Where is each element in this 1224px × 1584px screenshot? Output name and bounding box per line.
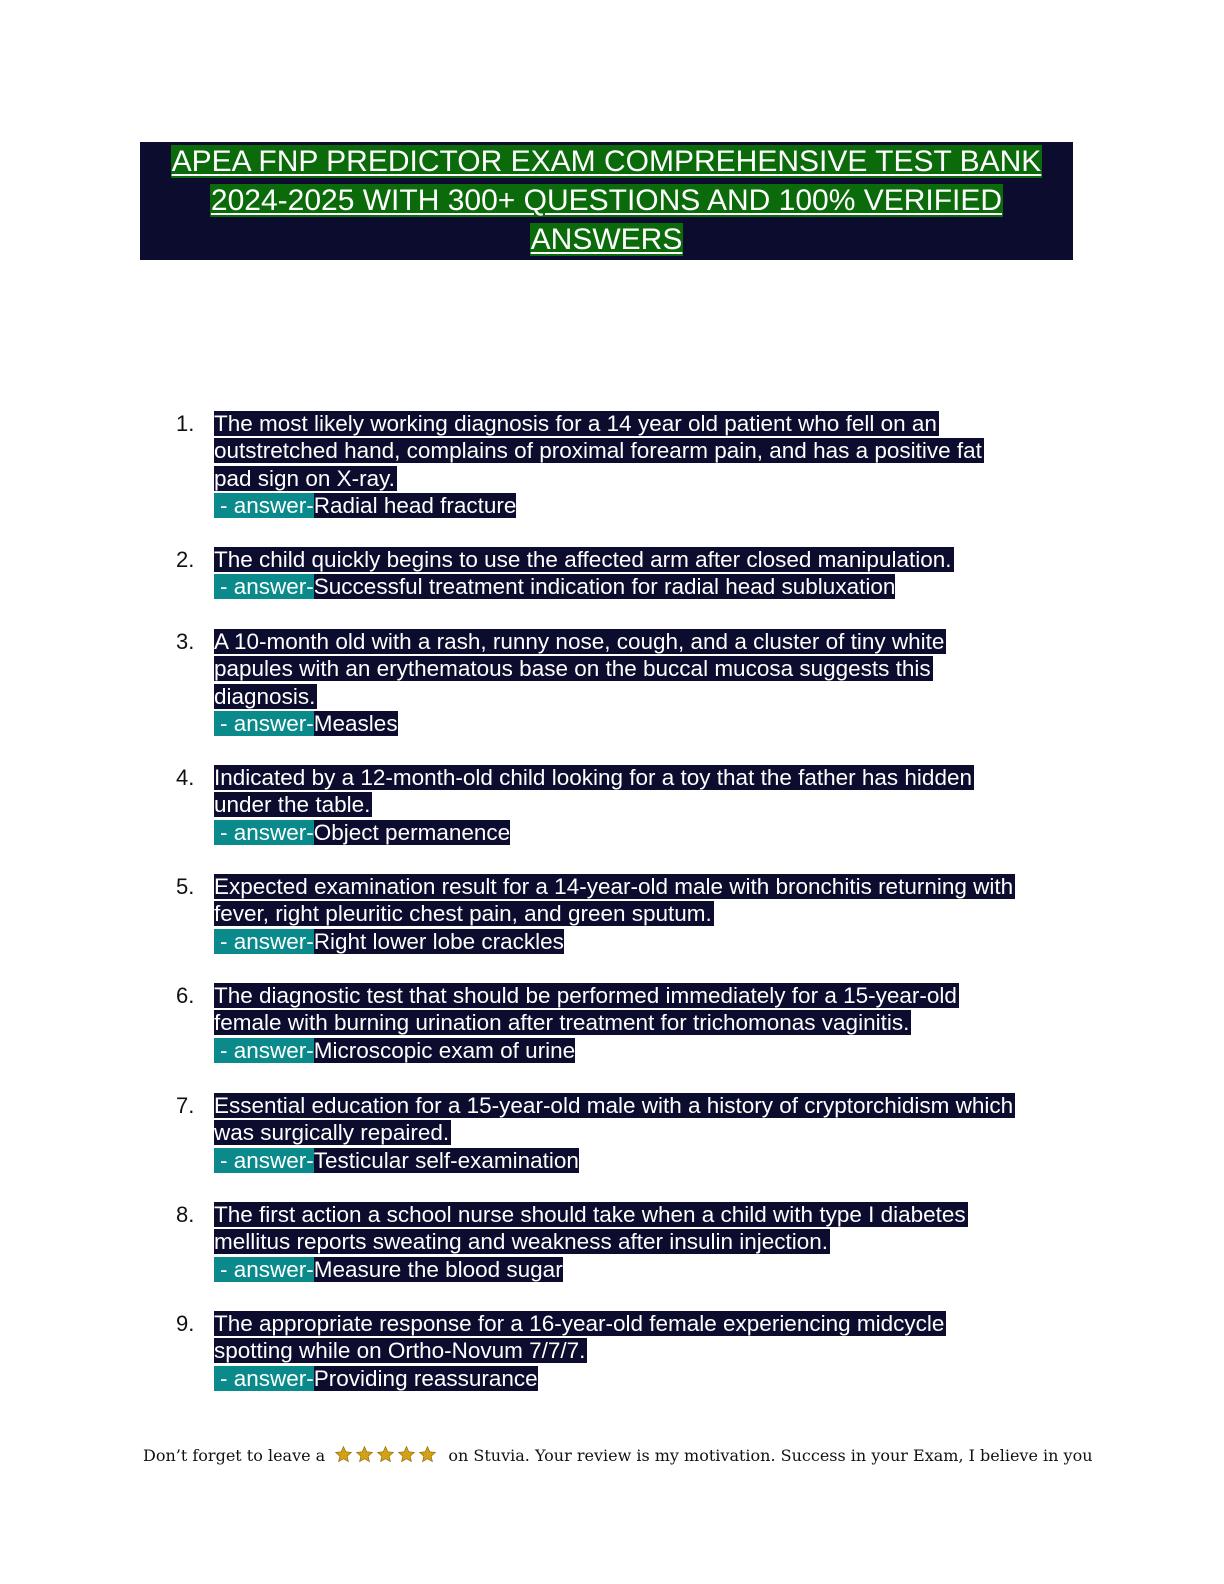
answer-text: Measles — [313, 710, 398, 736]
answer-line — [214, 1147, 1074, 1174]
question-text: Expected examination result for a 14-year-old male with bronchitis returning with — [214, 874, 1014, 899]
question-line — [214, 900, 1074, 927]
footer-text-before: Don’t forget to leave a — [143, 1446, 326, 1465]
question-line — [214, 764, 1074, 791]
answer-text: Providing reassurance — [313, 1365, 538, 1391]
item-body — [214, 1201, 1074, 1283]
question-line — [214, 1201, 1074, 1228]
question-line — [214, 1228, 1074, 1255]
question-line — [214, 465, 1074, 492]
title-line-3: ANSWERS — [530, 223, 683, 256]
star-icon — [376, 1445, 395, 1464]
question-text: The most likely working diagnosis for a 14 year old patient who fell on an — [214, 411, 937, 436]
footer-text-after: on Stuvia. Your review is my motivation. Success in your Exam, I believe in you — [448, 1446, 1093, 1465]
question-text: spotting while on Ortho-Novum 7/7/7. — [214, 1338, 586, 1364]
item-body — [214, 410, 1074, 519]
answer-text: Radial head fracture — [313, 492, 517, 518]
answer-prefix: - answer- — [214, 1257, 314, 1282]
answer-text: Object permanence — [313, 819, 511, 845]
answer-line — [214, 1256, 1074, 1283]
question-line — [214, 1337, 1074, 1364]
question-line — [214, 683, 1074, 710]
question-line — [214, 1310, 1074, 1337]
star-icon — [355, 1445, 374, 1464]
item-body — [214, 628, 1074, 737]
answer-prefix: - answer- — [214, 1038, 314, 1063]
question-line — [214, 1119, 1074, 1146]
footer-note — [143, 1443, 1103, 1472]
question-line — [214, 982, 1074, 1009]
question-text: was surgically repaired. — [214, 1120, 450, 1146]
answer-text: Measure the blood sugar — [313, 1256, 563, 1282]
item-number: 3. — [176, 629, 195, 654]
answer-prefix: - answer- — [214, 820, 314, 845]
item-body — [214, 764, 1074, 846]
question-line — [214, 1092, 1074, 1119]
answer-prefix: - answer- — [214, 1366, 314, 1391]
item-number: 9. — [176, 1311, 195, 1336]
question-text: outstretched hand, complains of proximal forearm pain, and has a positive fat — [214, 438, 982, 464]
question-text: A 10-month old with a rash, runny nose, cough, and a cluster of tiny white — [214, 629, 945, 654]
answer-text: Successful treatment indication for radial head subluxation — [313, 574, 896, 600]
question-line — [214, 655, 1074, 682]
star-icon — [418, 1445, 437, 1464]
question-text: Indicated by a 12-month-old child looking for a toy that the father has hidden — [214, 765, 972, 790]
question-line — [214, 437, 1074, 464]
item-body — [214, 982, 1074, 1064]
star-icon — [334, 1445, 353, 1464]
question-text: The child quickly begins to use the affected arm after closed manipulation. — [214, 547, 952, 572]
question-line — [214, 791, 1074, 818]
item-number: 1. — [176, 411, 195, 436]
question-text: pad sign on X-ray. — [214, 465, 395, 491]
question-text: female with burning urination after treatment for trichomonas vaginitis. — [214, 1010, 910, 1036]
question-line — [214, 1009, 1074, 1036]
item-number: 6. — [176, 983, 195, 1008]
item-number: 7. — [176, 1093, 195, 1118]
item-body — [214, 873, 1074, 955]
answer-prefix: - answer- — [214, 493, 314, 518]
question-text: The diagnostic test that should be performed immediately for a 15-year-old — [214, 983, 957, 1008]
rating-stars — [334, 1445, 439, 1472]
star-icon — [397, 1445, 416, 1464]
answer-text: Microscopic exam of urine — [313, 1037, 576, 1063]
item-number: 5. — [176, 874, 195, 899]
question-text: The first action a school nurse should take when a child with type I diabetes — [214, 1202, 966, 1227]
item-body — [214, 1310, 1074, 1392]
answer-prefix: - answer- — [214, 711, 314, 736]
question-text: papules with an erythematous base on the buccal mucosa suggests this — [214, 656, 931, 682]
answer-line — [214, 710, 1074, 737]
item-body — [214, 546, 1074, 601]
question-text: under the table. — [214, 792, 371, 818]
document-title — [140, 142, 1073, 260]
question-text: Essential education for a 15-year-old male with a history of cryptorchidism which — [214, 1093, 1014, 1118]
item-number: 4. — [176, 765, 195, 790]
answer-prefix: - answer- — [214, 929, 314, 954]
title-line-1: APEA FNP PREDICTOR EXAM COMPREHENSIVE TEST BANK — [171, 145, 1042, 178]
answer-prefix: - answer- — [214, 1148, 314, 1173]
item-number: 8. — [176, 1202, 195, 1227]
answer-prefix: - answer- — [214, 574, 314, 599]
answer-line — [214, 1037, 1074, 1064]
item-body — [214, 1092, 1074, 1174]
answer-line — [214, 1365, 1074, 1392]
title-line-2: 2024-2025 WITH 300+ QUESTIONS AND 100% VERIFIED — [210, 184, 1003, 217]
answer-line — [214, 928, 1074, 955]
item-number: 2. — [176, 547, 195, 572]
question-text: fever, right pleuritic chest pain, and green sputum. — [214, 901, 712, 927]
question-text: mellitus reports sweating and weakness after insulin injection. — [214, 1229, 829, 1255]
answer-text: Testicular self-examination — [313, 1147, 579, 1173]
question-text: The appropriate response for a 16-year-old female experiencing midcycle — [214, 1311, 945, 1336]
question-line — [214, 410, 1074, 437]
question-line — [214, 546, 1074, 573]
answer-line — [214, 573, 1074, 600]
answer-line — [214, 819, 1074, 846]
question-line — [214, 873, 1074, 900]
question-line — [214, 628, 1074, 655]
answer-text: Right lower lobe crackles — [313, 928, 564, 954]
question-text: diagnosis. — [214, 683, 316, 709]
answer-line — [214, 492, 1074, 519]
